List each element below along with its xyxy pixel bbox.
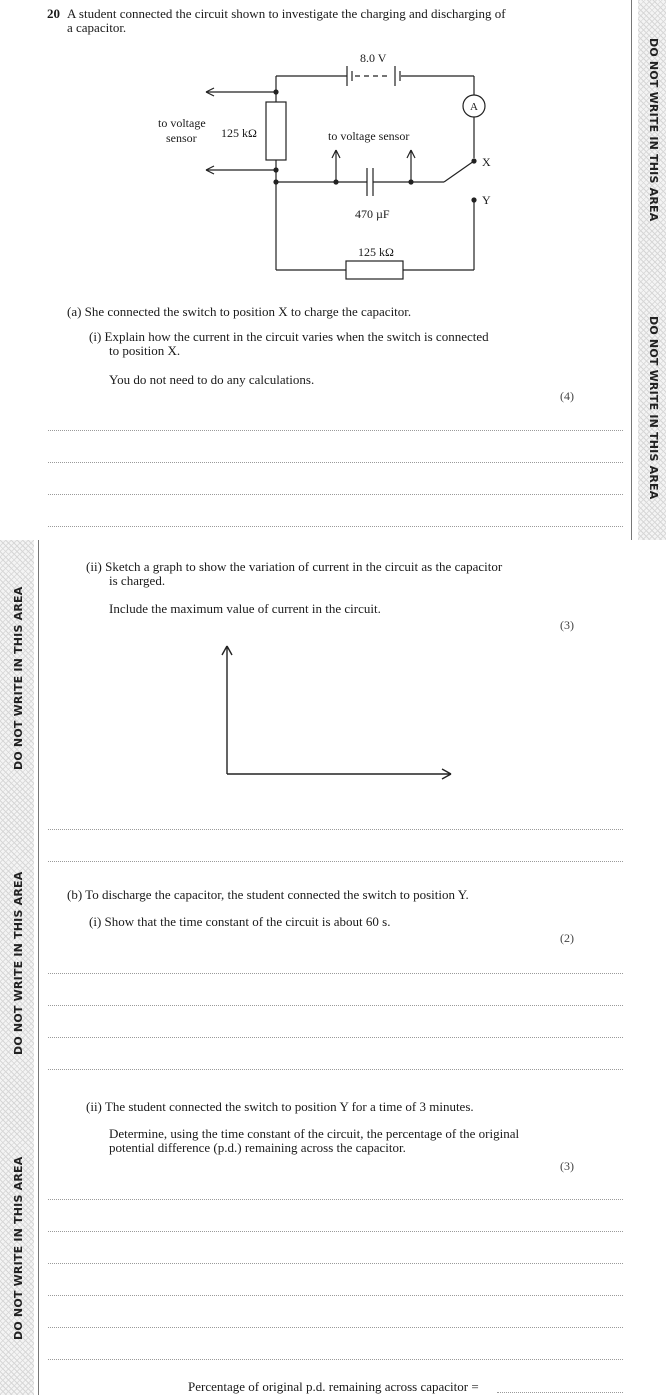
left-margin-label-1: DO NOT WRITE IN THIS AREA (12, 586, 25, 770)
answer-line[interactable] (48, 973, 623, 974)
circuit-diagram (0, 0, 640, 290)
part-b-ii-text: (ii) The student connected the switch to position Y for a time of 3 minutes. (86, 1099, 474, 1114)
part-b-ii-note-line2: potential difference (p.d.) remaining across the capacitor. (109, 1140, 406, 1155)
answer-line[interactable] (48, 1231, 623, 1232)
right-margin-label-1: DO NOT WRITE IN THIS AREA (647, 38, 660, 222)
answer-line[interactable] (48, 1037, 623, 1038)
answer-line[interactable] (48, 1327, 623, 1328)
answer-line[interactable] (48, 1199, 623, 1200)
question-number: 20 (47, 6, 60, 21)
part-b-heading: (b) To discharge the capacitor, the student connected the switch to position Y. (67, 887, 469, 902)
part-a-ii-note: Include the maximum value of current in the circuit. (109, 601, 381, 616)
part-a-heading: (a) She connected the switch to position X to charge the capacitor. (67, 304, 412, 319)
to-voltage-left-line1: to voltage (158, 116, 206, 130)
part-b-i-marks: (2) (560, 931, 574, 945)
switch-x-label: X (482, 155, 491, 169)
page-border-left (38, 540, 39, 1395)
right-margin-label-2: DO NOT WRITE IN THIS AREA (647, 316, 660, 500)
question-intro-line1: A student connected the circuit shown to investigate the charging and discharging of (67, 6, 506, 21)
to-voltage-sensor-label: to voltage sensor (328, 129, 410, 143)
answer-line[interactable] (48, 526, 623, 527)
part-a-i-note: You do not need to do any calculations. (109, 372, 315, 387)
answer-line[interactable] (48, 1263, 623, 1264)
sketch-graph-axes[interactable] (215, 642, 460, 782)
answer-line[interactable] (48, 1359, 623, 1360)
part-a-ii-line2: is charged. (109, 573, 166, 588)
battery-voltage-label: 8.0 V (360, 51, 387, 65)
answer-line[interactable] (48, 494, 623, 495)
answer-blank[interactable] (497, 1392, 623, 1393)
resistor-bottom-label: 125 kΩ (358, 245, 394, 259)
part-a-i-line1: (i) Explain how the current in the circuit varies when the switch is connected (89, 329, 489, 344)
switch-y-label: Y (482, 193, 491, 207)
part-a-ii-line1: (ii) Sketch a graph to show the variation of current in the circuit as the capacitor (86, 559, 503, 574)
resistor-left-label: 125 kΩ (221, 126, 257, 140)
part-a-i-line2: to position X. (109, 343, 181, 358)
answer-line[interactable] (48, 1069, 623, 1070)
part-b-i-text: (i) Show that the time constant of the circuit is about 60 s. (89, 914, 391, 929)
answer-line[interactable] (48, 861, 623, 862)
left-margin-label-2: DO NOT WRITE IN THIS AREA (12, 871, 25, 1055)
answer-line[interactable] (48, 1295, 623, 1296)
part-a-i-marks: (4) (560, 389, 574, 403)
answer-line[interactable] (48, 462, 623, 463)
ammeter-symbol: A (470, 101, 478, 113)
capacitor-label: 470 µF (355, 207, 390, 221)
question-intro-line2: a capacitor. (67, 20, 127, 35)
answer-line[interactable] (48, 1005, 623, 1006)
answer-line[interactable] (48, 430, 623, 431)
part-b-ii-note-line1: Determine, using the time constant of the circuit, the percentage of the original (109, 1126, 520, 1141)
part-b-ii-marks: (3) (560, 1159, 574, 1173)
answer-label: Percentage of original p.d. remaining across capacitor = (188, 1379, 479, 1394)
left-margin-label-3: DO NOT WRITE IN THIS AREA (12, 1156, 25, 1340)
answer-line[interactable] (48, 829, 623, 830)
part-a-ii-marks: (3) (560, 618, 574, 632)
to-voltage-left-line2: sensor (166, 131, 197, 145)
